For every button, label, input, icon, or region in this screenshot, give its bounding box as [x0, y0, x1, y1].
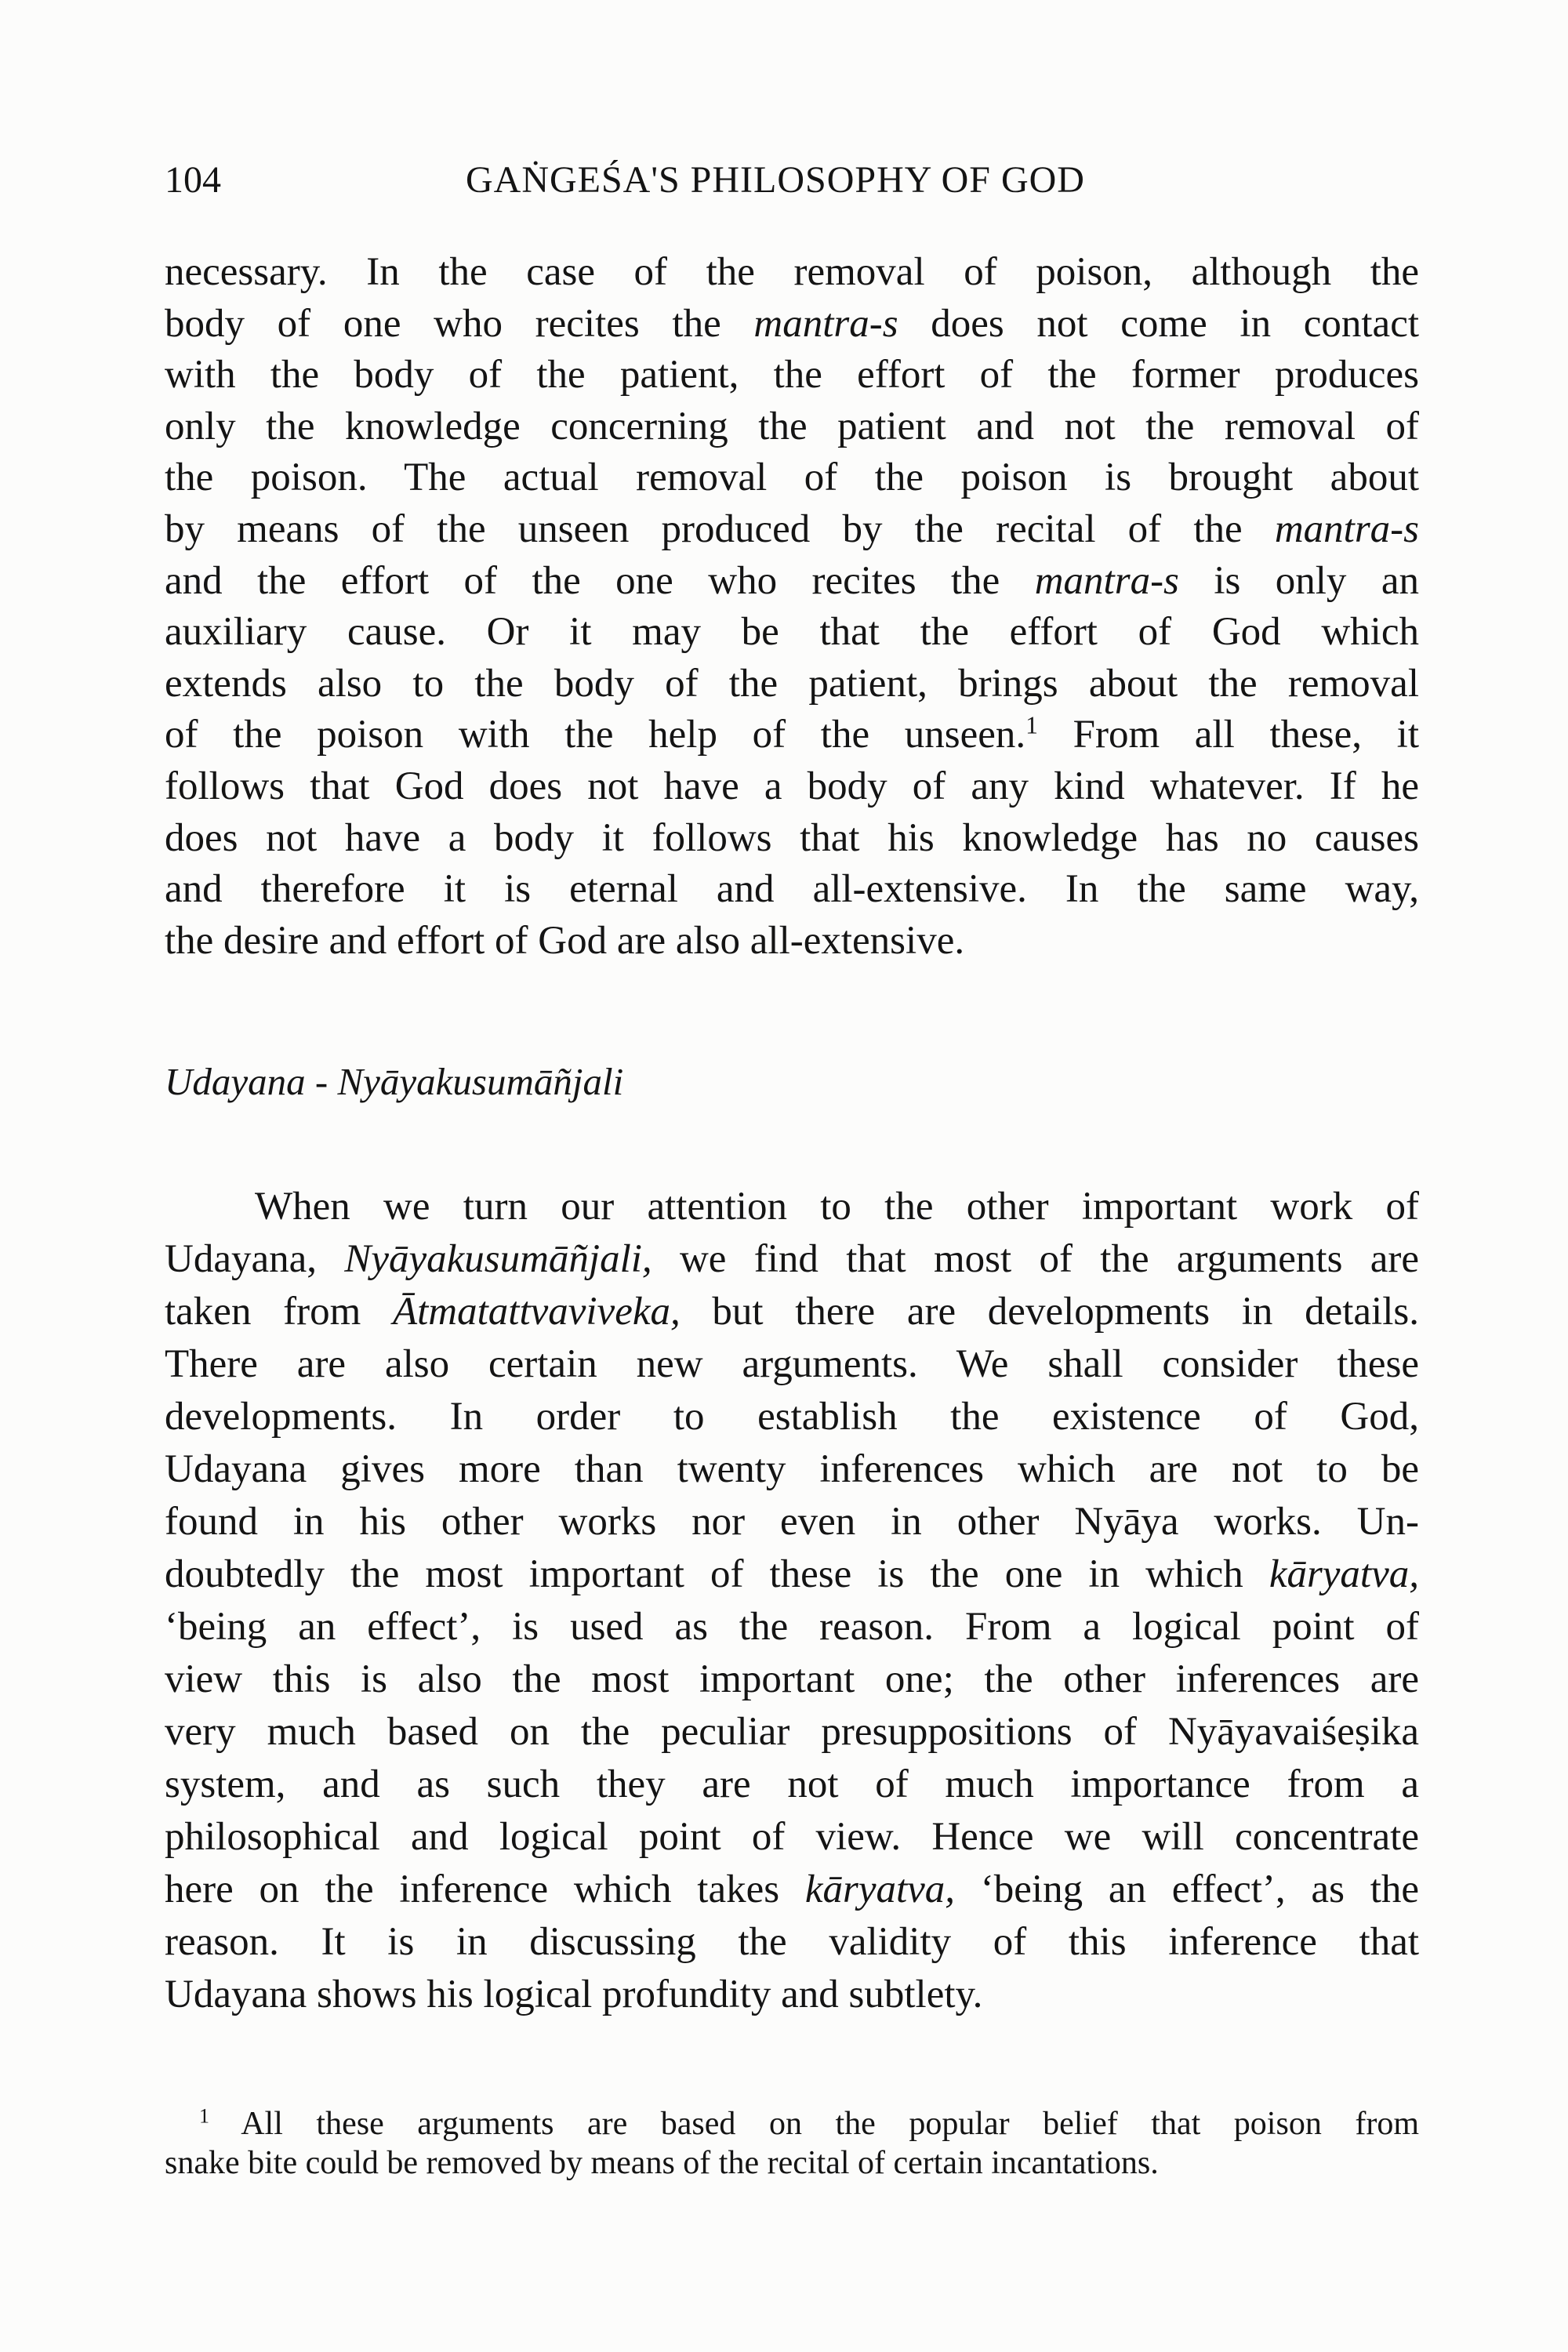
text-run: extends also to the body of the patient, brings about the removal — [165, 661, 1419, 706]
text-run: body of one who recites the — [165, 301, 754, 346]
text-line — [165, 247, 1419, 299]
text-line — [165, 1811, 1419, 1864]
text-run: view this is also the most important one; the other inferences are — [165, 1657, 1419, 1701]
running-title: GAṄGEŚA'S PHILOSOPHY OF GOD — [466, 159, 1085, 201]
text-run: From all these, it — [1037, 713, 1419, 757]
text-line — [165, 1548, 1419, 1601]
text-run: reason. It is in discussing the validity of this inference that — [165, 1920, 1419, 1964]
text-line — [165, 659, 1419, 710]
text-run: here on the inference which takes — [165, 1867, 805, 1911]
text-line — [165, 813, 1419, 865]
text-run: taken from — [165, 1290, 393, 1334]
italic-term: mantra-s — [753, 301, 898, 346]
text-run: doubtedly the most important of these is the one in which — [165, 1552, 1269, 1596]
text-line — [165, 1181, 1419, 1233]
text-line — [165, 1601, 1419, 1653]
text-line — [165, 2143, 1419, 2183]
italic-term: kāryatva, — [1269, 1552, 1419, 1596]
text-run: found in his other works nor even in other Nyāya works. Un- — [165, 1500, 1419, 1544]
text-run: There are also certain new arguments. We shall consider these — [165, 1342, 1419, 1386]
text-line — [165, 1391, 1419, 1443]
text-run: of the poison with the help of the unseen. — [165, 713, 1026, 757]
text-line — [165, 1916, 1419, 1969]
text-line — [165, 1496, 1419, 1548]
text-run: the desire and effort of God are also all-extensive. — [165, 918, 965, 963]
italic-term: Nyāyakusumāñjali, — [344, 1237, 652, 1281]
text-run: Udayana gives more than twenty inferences which are not to be — [165, 1447, 1419, 1491]
footnote-marker: 1 — [199, 2104, 210, 2128]
text-line — [165, 1653, 1419, 1706]
text-line — [165, 710, 1419, 761]
text-run: by means of the unseen produced by the recital of the — [165, 506, 1275, 551]
footnote-marker: 1 — [1025, 711, 1038, 739]
section-heading: Udayana - Nyāyakusumāñjali — [165, 1060, 624, 1103]
text-run: only the knowledge concerning the patient and not the removal of — [165, 404, 1419, 448]
text-run: follows that God does not have a body of any kind whatever. If he — [165, 764, 1419, 808]
text-line — [165, 452, 1419, 504]
text-line — [165, 1338, 1419, 1391]
text-run: ‘being an effect’, as the — [955, 1867, 1419, 1911]
text-line — [165, 504, 1419, 556]
text-line — [165, 1443, 1419, 1496]
text-line — [165, 864, 1419, 916]
text-run: Udayana shows his logical profundity and subtlety. — [165, 1973, 983, 2016]
text-run: system, and as such they are not of much importance from a — [165, 1762, 1419, 1806]
text-line — [165, 350, 1419, 401]
italic-term: Ātmatattvaviveka, — [392, 1290, 681, 1334]
text-run: philosophical and logical point of view. Hence we will concentrate — [165, 1815, 1419, 1859]
text-line — [165, 2104, 1419, 2143]
text-run: auxiliary cause. Or it may be that the effort of God which — [165, 610, 1419, 655]
paragraph-2 — [165, 1181, 1419, 2021]
footnote — [165, 2104, 1419, 2183]
paragraph-1 — [165, 247, 1419, 967]
text-run: is only an — [1178, 558, 1419, 603]
text-line — [165, 1706, 1419, 1759]
text-run: does not come in contact — [898, 301, 1419, 346]
text-run: we find that most of the arguments are — [652, 1237, 1419, 1281]
text-run: but there are developments in details. — [680, 1290, 1419, 1334]
italic-term: mantra-s — [1274, 506, 1419, 551]
text-run: and therefore it is eternal and all-extensive. In the same way, — [165, 867, 1419, 912]
page-number: 104 — [165, 159, 221, 201]
text-run: does not have a body it follows that his knowledge has no causes — [165, 815, 1419, 860]
text-run: When we turn our attention to the other important work of — [255, 1185, 1419, 1229]
text-line — [165, 401, 1419, 453]
text-line — [165, 1759, 1419, 1811]
text-run: and the effort of the one who recites the — [165, 558, 1035, 603]
text-line — [165, 1286, 1419, 1338]
text-run: very much based on the peculiar presuppositions of Nyāyavaiśeṣika — [165, 1710, 1419, 1754]
text-run: snake bite could be removed by means of the recital of certain incantations. — [165, 2145, 1159, 2181]
text-run: developments. In order to establish the existence of God, — [165, 1395, 1419, 1439]
text-run: ‘being an effect’, is used as the reason. From a logical point of — [165, 1605, 1419, 1649]
text-line — [165, 1233, 1419, 1286]
text-line — [165, 1969, 1419, 2021]
text-run: with the body of the patient, the effort of the former produces — [165, 353, 1419, 397]
text-run: the poison. The actual removal of the poison is brought about — [165, 456, 1419, 500]
italic-term: mantra-s — [1034, 558, 1179, 603]
text-line — [165, 916, 1419, 967]
text-line — [165, 556, 1419, 608]
italic-term: kāryatva, — [804, 1867, 956, 1911]
text-line — [165, 1864, 1419, 1916]
text-line — [165, 761, 1419, 813]
text-line — [165, 607, 1419, 659]
text-run: Udayana, — [165, 1237, 345, 1281]
text-run: necessary. In the case of the removal of poison, although the — [165, 250, 1419, 294]
text-line — [165, 299, 1419, 350]
text-run: All these arguments are based on the popular belief that poison from — [209, 2106, 1419, 2142]
